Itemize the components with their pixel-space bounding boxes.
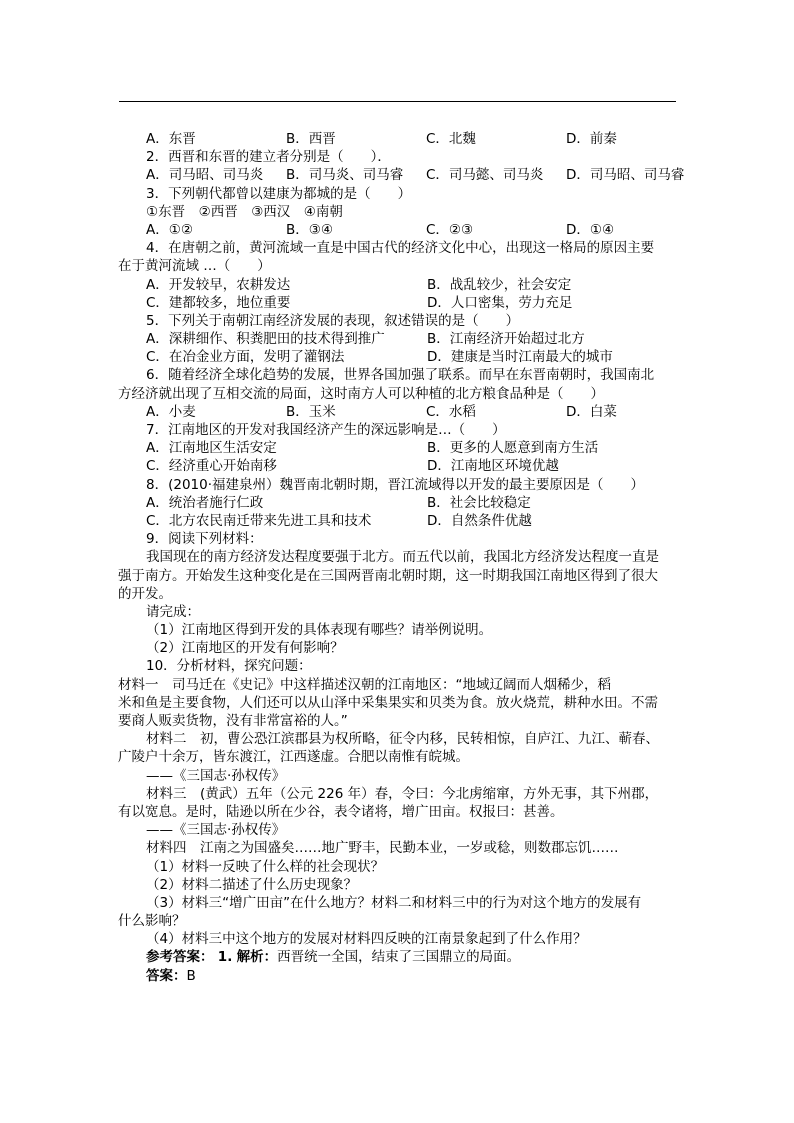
q2-stem: 2．西晋和东晋的建立者分别是（ ）． (146, 149, 391, 166)
q6-option-a: A．小麦 (146, 403, 196, 420)
q10-material3-line2: 有以宽息。是时，陆逊以所在少谷，表令诸将，增广田亩。权报曰：甚善。 (118, 803, 564, 820)
q4-stem-line2: 在于黄河流域 …（ ） (118, 258, 271, 275)
q10-sub-question-3-line2: 什么影响？ (118, 913, 186, 930)
answer-1-answer-label: 答案： (146, 967, 187, 984)
answer-line-2 (118, 967, 684, 985)
q2-option-c: C．司马懿、司马炎 (426, 167, 544, 184)
q10-material2-line2: 广陵户十余万，皆东渡江，江西遂虚。合肥以南惟有皖城。 (118, 749, 469, 766)
q3-options (118, 221, 684, 239)
answer-1-number: 1. (217, 949, 233, 966)
q8-stem: 8．(2010·福建泉州）魏晋南北朝时期，晋江流域得以开发的最主要原因是（ ） (146, 476, 645, 493)
q10-material1-line1: 材料一 司马迁在《史记》中这样描述汉朝的江南地区：“地域辽阔而人烟稀少，稻 (118, 676, 611, 693)
q3-choices: ①东晋 ②西晋 ③西汉 ④南朝 (146, 203, 343, 220)
q6-option-c: C．水稻 (426, 403, 476, 420)
q4-stem-line1: 4．在唐朝之前，黄河流域一直是中国古代的经济文化中心，出现这一格局的原因主要 (146, 240, 655, 257)
q9-material-line1: 我国现在的南方经济发达程度要强于北方。而五代以前，我国北方经济发达程度一直是 (146, 549, 659, 566)
q9-sub-question-2: （2）江南地区的开发有何影响？ (146, 640, 344, 657)
q4-options-row2 (118, 294, 684, 312)
q5-options-row2 (118, 348, 684, 366)
answer-1-analysis: 西晋统一全国，结束了三国鼎立的局面。 (277, 949, 521, 966)
q8-options-row1 (118, 494, 684, 512)
q10-sub-question-4: （4）材料三中这个地方的发展对材料四反映的江南景象起到了什么作用？ (146, 931, 587, 948)
q5-option-c: C．在冶金业方面，发明了灌钢法 (146, 349, 345, 366)
q1-option-c: C．北魏 (426, 131, 476, 147)
q5-option-b: B．江南经济开始超过北方 (427, 331, 585, 348)
document-body (118, 130, 684, 985)
q4-option-d: D．人口密集，劳力充足 (427, 294, 573, 311)
q8-option-d: D．自然条件优越 (427, 512, 532, 529)
q10-material1-line2: 米和鱼是主要食物，人们还可以从山泽中采集果实和贝类为食。放火烧荒，耕种水田。不需 (118, 694, 658, 711)
q3-option-b: B．③④ (286, 221, 333, 238)
q2-option-a: A．司马昭、司马炎 (146, 167, 264, 184)
q10-material2-line1: 材料二 初，曹公恐江滨郡县为权所略，征令内移，民转相惊，自庐江、九江、蕲春、 (146, 731, 659, 748)
q5-options-row1 (118, 330, 684, 348)
q10-material3-source: ——《三国志·孙权传》 (146, 822, 286, 839)
q7-option-c: C．经济重心开始南移 (146, 458, 277, 475)
q3-option-c: C．②③ (426, 221, 474, 238)
q8-options-row2 (118, 512, 684, 530)
q5-stem: 5．下列关于南朝江南经济发展的表现，叙述错误的是（ ） (146, 312, 520, 329)
q1-option-a: A．东晋 (146, 131, 196, 147)
q8-option-c: C．北方农民南迁带来先进工具和技术 (146, 512, 372, 529)
q7-options-row2 (118, 457, 684, 475)
q10-sub-question-1: （1）材料一反映了什么样的社会现状？ (146, 858, 385, 875)
q6-stem-line1: 6．随着经济全球化趋势的发展，世界各国加强了联系。而早在东晋南朝时，我国南北 (146, 367, 655, 384)
q6-option-d: D．白菜 (566, 403, 617, 420)
q2-option-d: D．司马昭、司马睿 (566, 167, 685, 184)
q8-option-a: A．统治者施行仁政 (146, 494, 264, 511)
answer-1-analysis-label: 解析： (236, 949, 278, 966)
q2-options (118, 166, 684, 184)
q8-option-b: B．社会比较稳定 (427, 494, 531, 511)
q1-options (118, 130, 684, 148)
q1-option-d: D．前秦 (566, 131, 617, 147)
q10-material4: 材料四 江南之为国盛矣……地广野丰，民勤本业，一岁或稔，则数郡忘饥…… (146, 840, 619, 857)
q4-options-row1 (118, 276, 684, 294)
answer-line-1 (118, 948, 684, 966)
q6-stem-line2: 方经济就出现了互相交流的局面，这时南方人可以种植的北方粮食品种是（ ） (118, 385, 604, 402)
q3-option-a: A．①② (146, 221, 193, 238)
q9-material-line2: 强于南方。开始发生这种变化是在三国两晋南北朝时期，这一时期我国江南地区得到了很大 (118, 567, 658, 584)
q7-option-a: A．江南地区生活安定 (146, 440, 277, 457)
q4-option-b: B．战乱较少，社会安定 (427, 276, 572, 293)
q5-option-d: D．建康是当时江南最大的城市 (427, 349, 613, 366)
q7-options-row1 (118, 439, 684, 457)
q10-sub-question-3-line1: （3）材料三“增广田亩”在什么地方？材料二和材料三中的行为对这个地方的发展有 (146, 894, 642, 911)
q4-option-c: C．建都较多，地位重要 (146, 294, 291, 311)
q3-stem: 3．下列朝代都曾以建康为都城的是（ ） (146, 185, 412, 202)
q3-option-d: D．①④ (566, 221, 615, 238)
q10-title: 10．分析材料，探究问题： (146, 658, 312, 675)
q1-option-b: B．西晋 (286, 131, 336, 147)
q7-option-b: B．更多的人愿意到南方生活 (427, 440, 599, 457)
q7-stem: 7．江南地区的开发对我国经济产生的深远影响是…（ ） (146, 422, 506, 438)
q9-prompt: 请完成： (146, 603, 200, 620)
q4-option-a: A．开发较早，农耕发达 (146, 276, 291, 293)
q10-material3-line1: 材料三 (黄武）五年（公元 226 年）春，令曰：今北虏缩窜，方外无事，其下州郡， (146, 785, 659, 802)
answer-1-answer: B (186, 967, 196, 984)
q6-option-b: B．玉米 (286, 403, 336, 420)
q2-option-b: B．司马炎、司马睿 (286, 167, 404, 184)
answers-label: 参考答案： (146, 949, 214, 966)
q5-option-a: A．深耕细作、积粪肥田的技术得到推广 (146, 331, 385, 348)
q9-title: 9．阅读下列材料： (146, 531, 263, 548)
q9-sub-question-1: （1）江南地区得到开发的具体表现有哪些？请举例说明。 (146, 622, 493, 639)
q7-option-d: D．江南地区环境优越 (427, 458, 559, 475)
q10-material1-line3: 要商人贩卖货物，没有非常富裕的人。” (118, 713, 348, 729)
q10-sub-question-2: （2）材料二描述了什么历史现象？ (146, 876, 358, 893)
q6-options (118, 403, 684, 421)
q10-material2-source: ——《三国志·孙权传》 (146, 767, 286, 784)
header-rule (119, 101, 676, 102)
q9-material-line3: 的开发。 (118, 585, 172, 602)
